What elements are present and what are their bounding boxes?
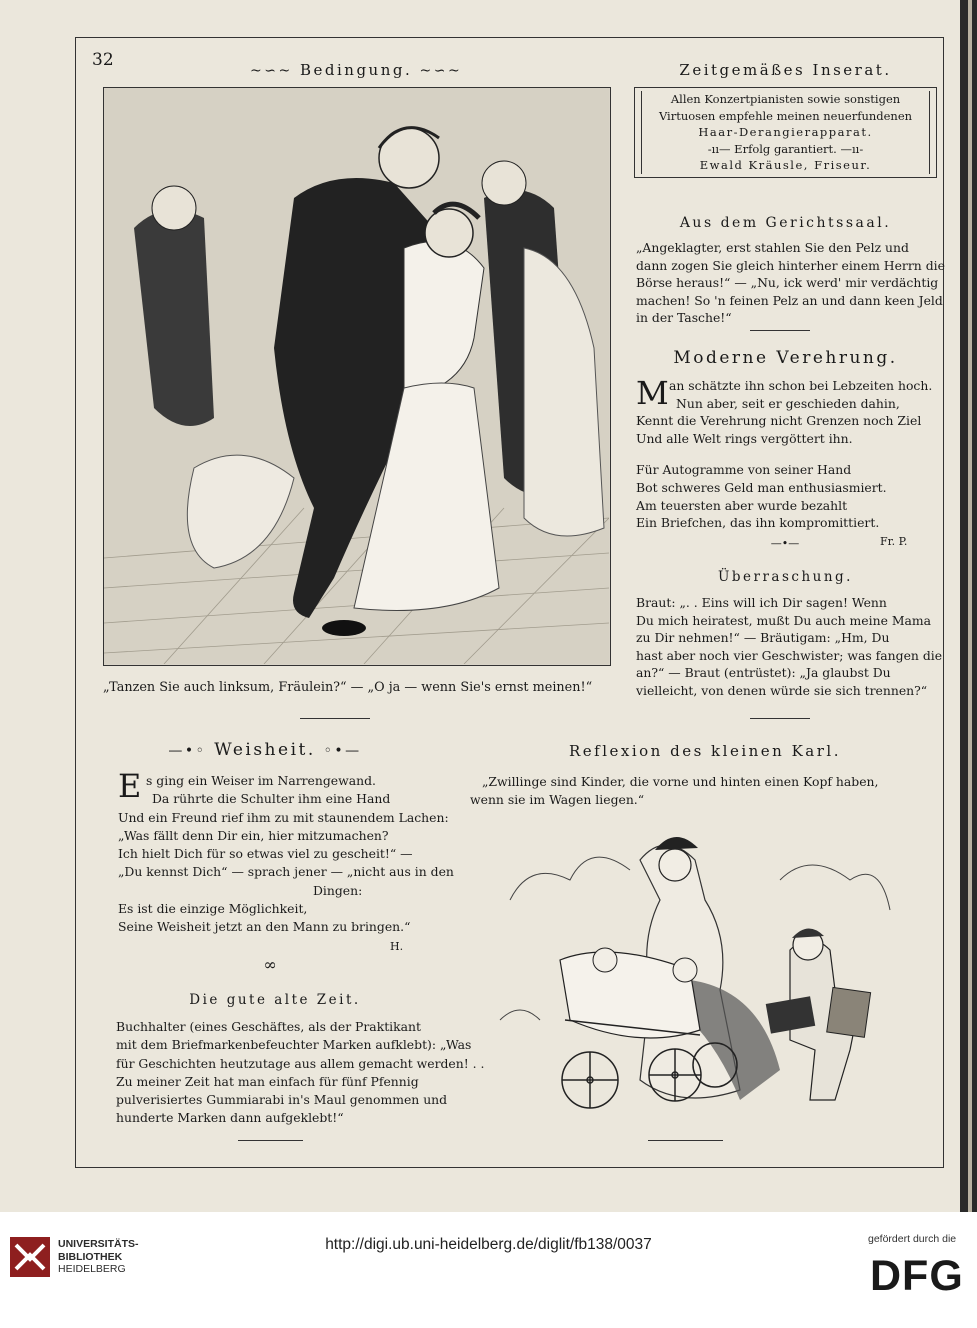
poem-line: Ein Briefchen, das ihn kompromittiert. bbox=[636, 515, 880, 531]
poem-line: „Du kennst Dich“ — sprach jener — „nicht aus in den bbox=[118, 864, 454, 880]
poem-line: Und ein Freund rief ihm zu mit staunendem Lachen: bbox=[118, 809, 449, 825]
poem-line: Da rührte die Schulter ihm eine Hand bbox=[152, 791, 391, 807]
gute-zeit-text bbox=[116, 1018, 485, 1128]
weisheit-signature: H. bbox=[390, 940, 404, 953]
poem-line: Am teuersten aber wurde bezahlt bbox=[636, 497, 848, 513]
text-line: machen! So 'n feinen Pelz an und dann keen Jeld bbox=[636, 292, 943, 308]
poem-line: Es ist die einzige Möglichkeit, bbox=[118, 901, 308, 917]
text-line: zu Dir nehmen!“ — Bräutigam: „Hm, Du bbox=[636, 630, 890, 646]
inserat-line: Haar-Derangierapparat. bbox=[698, 125, 873, 140]
weisheit-heading bbox=[140, 740, 390, 760]
pram-drawing bbox=[490, 820, 910, 1130]
dance-illustration bbox=[103, 87, 611, 666]
pram-illustration bbox=[490, 820, 910, 1130]
separator-rule bbox=[750, 718, 810, 719]
poem-line: s ging ein Weiser im Narrengewand. bbox=[146, 773, 376, 788]
weisheit-dropcap: E bbox=[118, 767, 142, 805]
text-line: Börse heraus!“ — „Nu, ick werd' mir verdächtig bbox=[636, 275, 939, 291]
bedingung-caption: „Tanzen Sie auch linksum, Fräulein?“ — „O ja — wenn Sie's ernst meinen!“ bbox=[103, 680, 593, 695]
text-line: in der Tasche!“ bbox=[636, 310, 732, 326]
library-line: UNIVERSITÄTS- bbox=[58, 1238, 139, 1250]
verehrung-signature: Fr. P. bbox=[880, 535, 908, 548]
poem-line: an schätzte ihn schon bei Lebzeiten hoch. bbox=[669, 378, 933, 393]
ueberraschung-title: Überraschung. bbox=[718, 569, 853, 585]
inserat-box bbox=[634, 87, 937, 178]
inserat-title: Zeitgemäßes Inserat. bbox=[679, 61, 892, 79]
separator-rule bbox=[750, 330, 810, 331]
gerichtssaal-text bbox=[636, 239, 945, 327]
dfg-logo: DFG bbox=[870, 1252, 964, 1300]
text-line: an?“ — Braut (entrüstet): „Ja glaubst Du bbox=[636, 665, 891, 681]
library-line: BIBLIOTHEK bbox=[58, 1250, 123, 1263]
verehrung-dropcap: M bbox=[636, 374, 669, 412]
inserat-line: Ewald Kräusle, Friseur. bbox=[699, 158, 872, 173]
weisheit-title: Weisheit. bbox=[214, 740, 316, 760]
poem-line: „Was fällt denn Dir ein, hier mitzumachen? bbox=[118, 827, 389, 843]
poem-line: Ich hielt Dich für so etwas viel zu gescheit!“ — bbox=[118, 846, 413, 862]
gute-zeit-title: Die gute alte Zeit. bbox=[189, 992, 361, 1008]
text-line: Du mich heiratest, mußt Du auch meine Mama bbox=[636, 612, 932, 628]
poem-line: Kennt die Verehrung nicht Grenzen noch Ziel bbox=[636, 413, 922, 429]
page-number: 32 bbox=[92, 50, 114, 70]
text-line: mit dem Briefmarkenbefeuchter Marken aufklebt): „Was bbox=[116, 1037, 472, 1053]
poem-line: Für Autogramme von seiner Hand bbox=[636, 462, 852, 478]
flourish-left-icon: ~∽~ bbox=[250, 63, 293, 79]
text-line: dann zogen Sie gleich hinterher einem Herrn die bbox=[636, 257, 945, 273]
text-line: Braut: „. . Eins will ich Dir sagen! Wenn bbox=[636, 595, 887, 610]
text-line: wenn sie im Wagen liegen.“ bbox=[470, 791, 645, 807]
text-line: pulverisiertes Gummiarabi in's Maul genommen und bbox=[116, 1092, 448, 1108]
bedingung-heading bbox=[250, 61, 463, 79]
text-line: „Angeklagter, erst stahlen Sie den Pelz und bbox=[636, 240, 909, 255]
text-line: hunderte Marken dann aufgeklebt!“ bbox=[116, 1110, 344, 1126]
text-line: Buchhalter (eines Geschäftes, als der Praktikant bbox=[116, 1019, 422, 1034]
reflexion-title: Reflexion des kleinen Karl. bbox=[569, 742, 841, 760]
inserat-line: Virtuosen empfehle meinen neuerfundenen bbox=[658, 108, 913, 123]
separator-rule bbox=[648, 1140, 723, 1141]
permalink-url[interactable]: http://digi.ub.uni-heidelberg.de/diglit/fb138/0037 bbox=[325, 1236, 652, 1253]
separator-rule bbox=[238, 1140, 303, 1141]
text-line: vielleicht, von denen würde sie sich trennen?“ bbox=[636, 682, 928, 698]
weisheit-poem bbox=[118, 767, 454, 937]
text-line: Zu meiner Zeit hat man einfach für fünf Pfennig bbox=[116, 1073, 419, 1089]
flourish-right-icon: ~∽~ bbox=[419, 63, 463, 79]
viewer-footer bbox=[0, 1212, 977, 1328]
poem-line: Dingen: bbox=[313, 882, 363, 898]
dancers-drawing bbox=[104, 88, 609, 664]
text-line: „Zwillinge sind Kinder, die vorne und hinten einen Kopf haben, bbox=[482, 774, 879, 789]
inserat-line: Allen Konzertpianisten sowie sonstigen bbox=[670, 92, 901, 106]
ueberraschung-text bbox=[636, 594, 943, 700]
poem-line: Seine Weisheit jetzt an den Mann zu bringen.“ bbox=[118, 919, 411, 935]
poem-line: Und alle Welt rings vergöttert ihn. bbox=[636, 430, 853, 446]
vignette-ornament-icon: ∞ bbox=[263, 955, 277, 974]
poem-line: Bot schweres Geld man enthusiasmiert. bbox=[636, 479, 887, 495]
verehrung-title: Moderne Verehrung. bbox=[673, 348, 898, 368]
gerichtssaal-title: Aus dem Gerichtssaal. bbox=[679, 215, 892, 231]
reflexion-text bbox=[470, 773, 940, 808]
inserat-line: -ıı— Erfolg garantiert. —ıı- bbox=[707, 141, 864, 156]
bedingung-title: Bedingung. bbox=[299, 61, 413, 79]
flourish-right-icon: ◦•— bbox=[323, 743, 362, 759]
flourish-left-icon: —•◦ bbox=[168, 743, 207, 759]
dot-divider-icon: —•— bbox=[770, 537, 800, 550]
poem-line: Nun aber, seit er geschieden dahin, bbox=[676, 395, 900, 411]
sponsor-note: gefördert durch die bbox=[868, 1233, 957, 1245]
text-line: hast aber noch vier Geschwister; was fangen die bbox=[636, 647, 943, 663]
verehrung-poem bbox=[636, 374, 936, 532]
library-line: HEIDELBERG bbox=[58, 1263, 126, 1275]
page-edge bbox=[960, 0, 977, 1212]
separator-rule bbox=[300, 718, 370, 719]
text-line: für Geschichten heutzutage aus allem gemacht werden! . . bbox=[116, 1055, 485, 1071]
